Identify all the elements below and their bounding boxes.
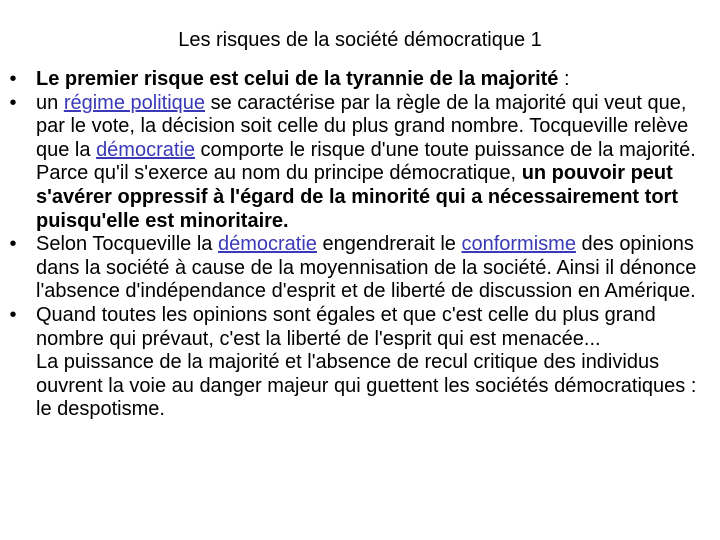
bullet-2-text-1: un (36, 91, 64, 114)
bullet-dot-icon: • (9, 68, 17, 90)
bullet-item-1 (0, 68, 708, 92)
bullet-3-text-3: des opinions dans la société à cause de la moyennisation de la société. Ainsi il dénonce l'absence d'indépendance d'esprit et de liberté de discussion en Amérique. (36, 233, 697, 303)
bullet-1-text: : (558, 68, 570, 90)
bullet-2-bold: un pouvoir peut s'avérer oppressif à l'égard de la minorité qui a nécessairement tort puisqu'elle est minoritaire. (36, 162, 678, 232)
bullet-item-4 (0, 304, 708, 422)
bullet-dot-icon: • (9, 303, 17, 326)
bullet-list (0, 68, 708, 422)
bullet-1-bold: Le premier risque est celui de la tyrannie de la majorité (36, 68, 559, 90)
bullet-2-text-3: comporte le risque d'une toute puissance de la majorité. Parce qu'il s'exerce au nom du principe démocratique, (36, 138, 696, 185)
link-democratie[interactable]: démocratie (96, 138, 195, 161)
bullet-3-text-1: Selon Tocqueville la (36, 233, 218, 256)
slide-title: Les risques de la société démocratique 1 (178, 29, 542, 51)
bullet-2-text-2: se caractérise par la règle de la majorité qui veut que, par le vote, la décision soit celle du plus grand nombre. Tocqueville relève que la (36, 91, 689, 161)
link-conformisme[interactable]: conformisme (461, 233, 576, 256)
bullet-dot-icon: • (9, 91, 17, 114)
link-democratie-2[interactable]: démocratie (217, 233, 317, 256)
link-regime-politique[interactable]: régime politique (63, 91, 206, 114)
bullet-item-2 (0, 92, 708, 234)
bullet-dot-icon: • (9, 233, 17, 256)
bullet-4-paragraph-1: Quand toutes les opinions sont égales et que c'est celle du plus grand nombre qui prévaut, c'est la liberté de l'esprit qui est menacée... (36, 303, 656, 350)
bullet-item-3 (0, 233, 708, 304)
bullet-3-text-2: engendrerait le (316, 233, 462, 256)
bullet-4-paragraph-2: La puissance de la majorité et l'absence de recul critique des individus ouvrent la voie au danger majeur qui guettent les sociétés démocratiques : le despotisme. (36, 351, 697, 421)
